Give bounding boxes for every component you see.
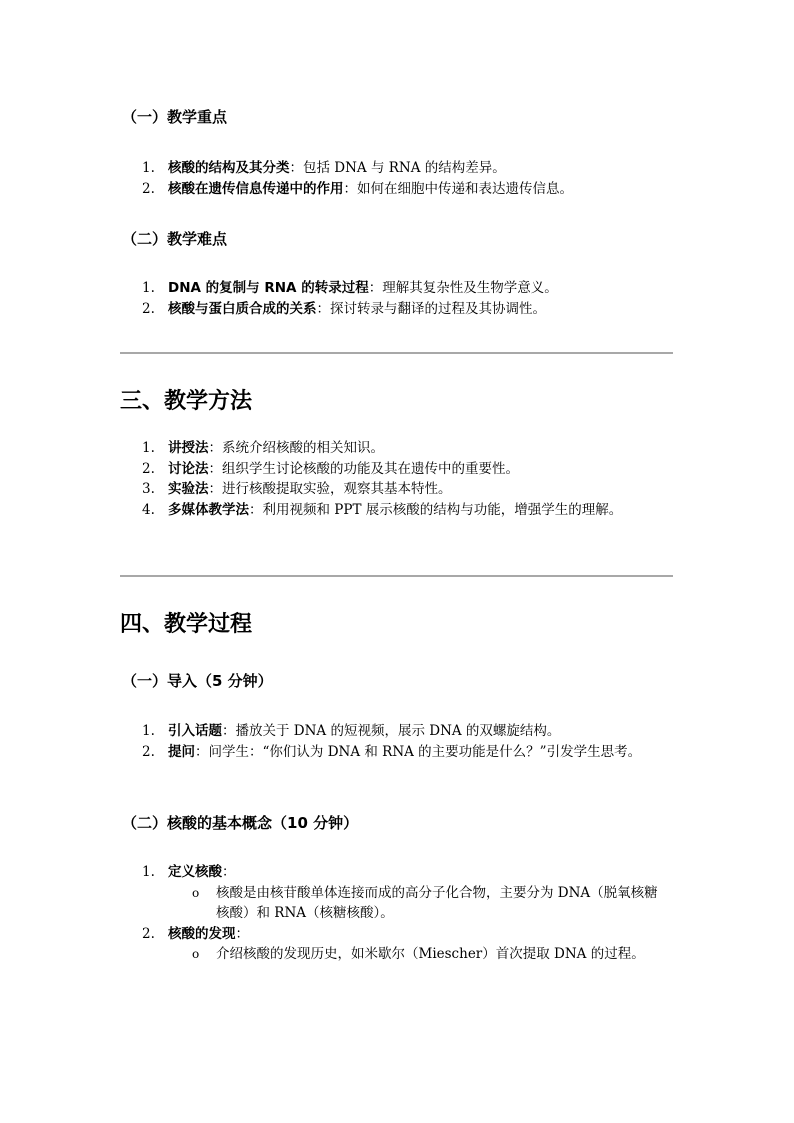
list-number: 1.: [142, 723, 155, 739]
list-item-term: 引入话题: [168, 723, 222, 739]
list-item-text: ：包括 DNA 与 RNA 的结构差异。: [289, 160, 506, 176]
list-number: 1.: [142, 160, 155, 176]
list-item: [120, 438, 670, 459]
list-item-term: 多媒体教学法: [168, 501, 249, 518]
list-item-term: 核酸与蛋白质合成的关系: [168, 300, 317, 317]
sub-list: [168, 944, 670, 965]
list-number: 3.: [142, 481, 155, 497]
list-item-text: ：利用视频和 PPT 展示核酸的结构与功能，增强学生的理解。: [249, 501, 623, 518]
sub-list-item: [168, 883, 670, 924]
teaching-focus-heading: （一）教学重点: [122, 108, 228, 126]
sub-list-text: 核酸是由核苷酸单体连接而成的高分子化合物，主要分为 DNA（脱氧核糖核酸）和 RNA（核糖核酸）。: [216, 884, 658, 921]
list-number: 4.: [142, 501, 155, 518]
section-divider: [120, 352, 673, 354]
list-item-text: ：: [222, 864, 236, 880]
list-item-term: 核酸的结构及其分类: [168, 160, 290, 176]
list-number: 2.: [142, 925, 155, 942]
list-item: [120, 459, 670, 480]
teaching-difficulty-list: [120, 278, 670, 319]
list-item-text: ：播放关于 DNA 的短视频，展示 DNA 的双螺旋结构。: [222, 723, 561, 739]
list-item-text: ：: [235, 925, 249, 942]
teaching-difficulty-heading: （二）教学难点: [122, 230, 228, 248]
list-item-term: 提问: [168, 743, 195, 760]
bullet-icon: o: [192, 885, 200, 900]
intro-heading: （一）导入（5 分钟）: [122, 672, 273, 690]
concept-heading: （二）核酸的基本概念（10 分钟）: [122, 814, 359, 832]
list-number: 2.: [142, 743, 155, 760]
list-item-term: 定义核酸: [168, 864, 222, 880]
list-item: [120, 299, 670, 320]
list-number: 1.: [142, 440, 155, 456]
list-item-text: ：问学生：“你们认为 DNA 和 RNA 的主要功能是什么？”引发学生思考。: [195, 743, 642, 760]
list-item-text: ：进行核酸提取实验，观察其基本特性。: [208, 481, 452, 497]
list-number: 2.: [142, 460, 155, 477]
list-item: [120, 742, 670, 763]
list-item-term: 讨论法: [168, 460, 209, 477]
intro-list: [120, 721, 670, 762]
list-item: [120, 500, 670, 521]
list-item-term: 核酸在遗传信息传递中的作用: [168, 180, 344, 197]
list-item-text: ：理解其复杂性及生物学意义。: [368, 280, 558, 296]
list-item: [120, 479, 670, 500]
list-item: [120, 179, 670, 200]
teaching-methods-heading: 三、教学方法: [120, 389, 253, 414]
list-item-text: ：探讨转录与翻译的过程及其协调性。: [316, 300, 546, 317]
concept-list: [120, 862, 670, 965]
list-item-term: 讲授法: [168, 440, 209, 456]
list-item: [120, 862, 670, 924]
list-item-text: ：组织学生讨论核酸的功能及其在遗传中的重要性。: [208, 460, 519, 477]
list-item-text: ：系统介绍核酸的相关知识。: [208, 440, 384, 456]
list-item-text: ：如何在细胞中传递和表达遗传信息。: [343, 180, 573, 197]
list-item: [120, 924, 670, 965]
teaching-process-heading: 四、教学过程: [120, 612, 253, 637]
sub-list-item: [168, 944, 670, 965]
list-item: [120, 278, 670, 299]
teaching-methods-list: [120, 438, 670, 520]
bullet-icon: o: [192, 947, 200, 961]
list-item: [120, 721, 670, 742]
list-number: 2.: [142, 180, 155, 197]
section-divider: [120, 575, 673, 577]
list-item-term: DNA 的复制与 RNA 的转录过程: [168, 280, 369, 296]
teaching-focus-list: [120, 158, 670, 199]
list-number: 1.: [142, 280, 155, 296]
list-number: 2.: [142, 300, 155, 317]
list-item-term: 核酸的发现: [168, 925, 236, 942]
list-item: [120, 158, 670, 179]
sub-list: [168, 883, 670, 924]
list-number: 1.: [142, 864, 155, 880]
sub-list-text: 介绍核酸的发现历史，如米歇尔（Miescher）首次提取 DNA 的过程。: [216, 946, 645, 962]
list-item-term: 实验法: [168, 481, 209, 497]
